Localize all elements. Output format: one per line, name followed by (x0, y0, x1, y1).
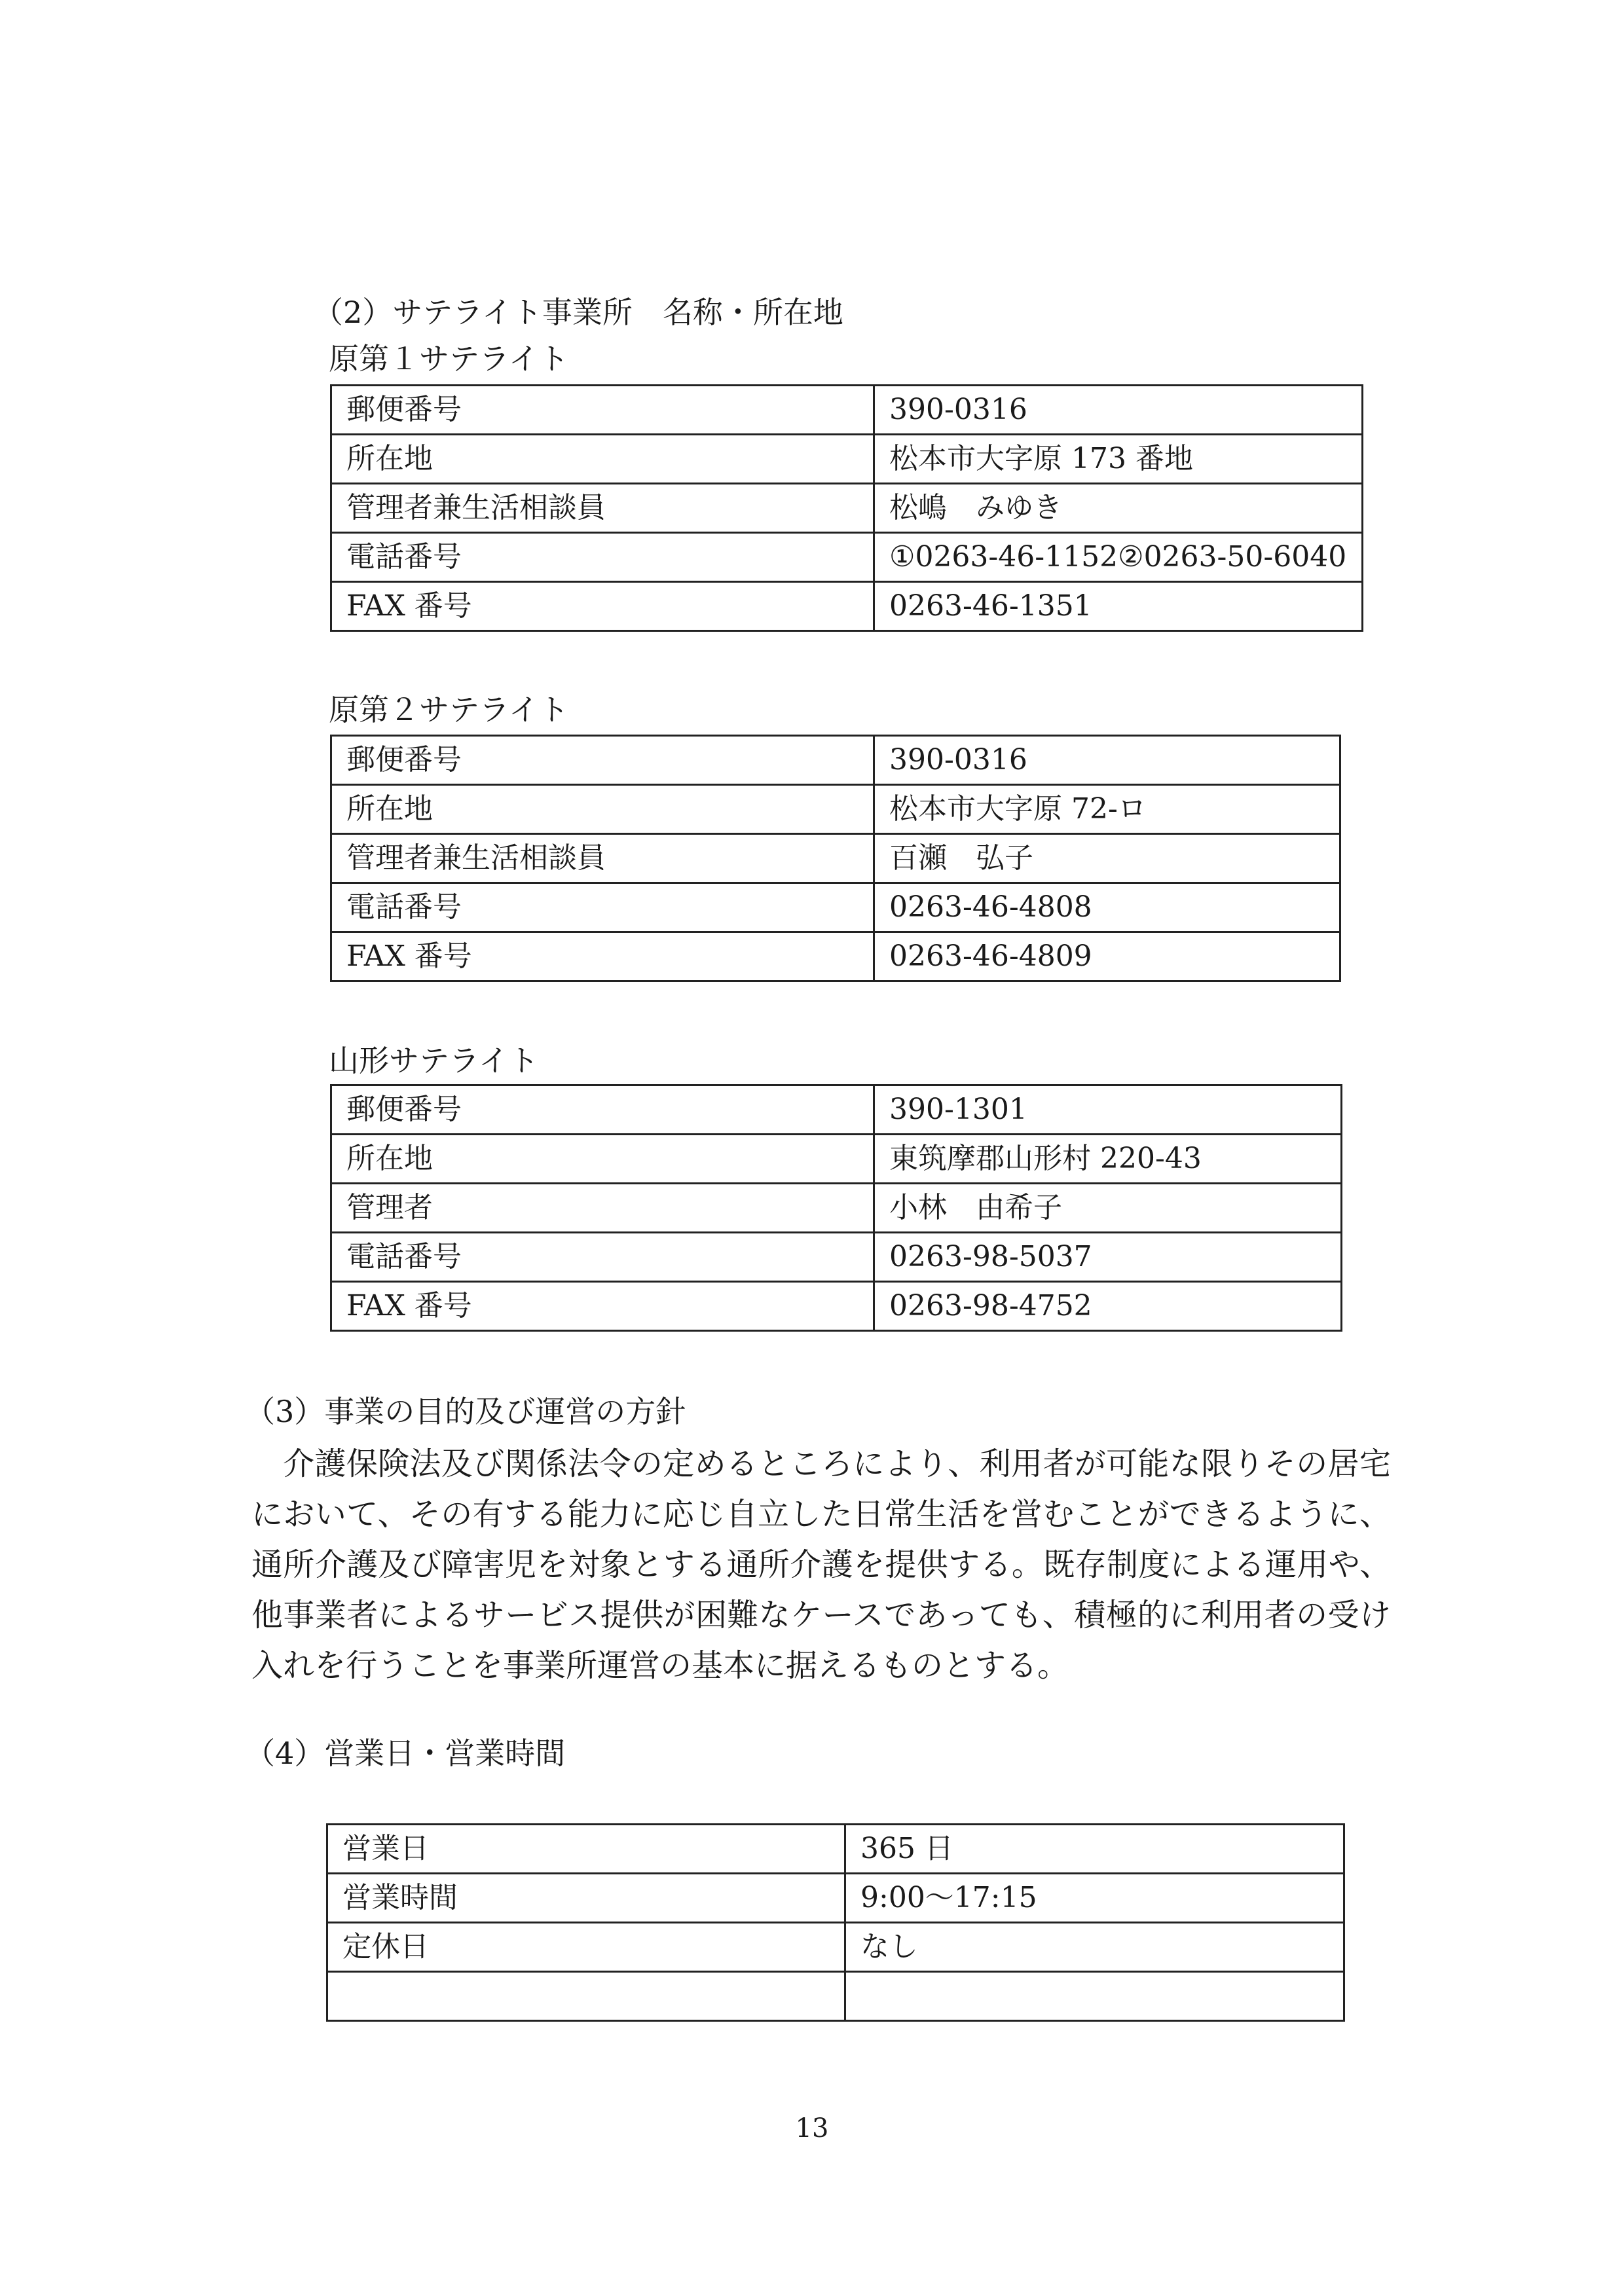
row-value: 松嶋 みゆき (874, 484, 1363, 533)
row-label: 管理者兼生活相談員 (331, 484, 874, 533)
row-value: 365 日 (845, 1825, 1344, 1874)
row-value: 松本市大字原 72-ロ (874, 785, 1340, 834)
section-2-heading: （2）サテライト事業所 名称・所在地 (313, 295, 843, 330)
row-value (845, 1972, 1344, 2021)
satellite-1-name: 原第１サテライト (329, 341, 569, 376)
table-row (331, 1233, 1342, 1282)
row-label: 定休日 (327, 1923, 845, 1972)
row-label: 電話番号 (331, 533, 874, 582)
row-label: 電話番号 (331, 1233, 874, 1282)
satellite-3-table (330, 1084, 1342, 1332)
table-row (327, 1923, 1344, 1972)
table-row (331, 435, 1363, 484)
page-number: 13 (795, 2113, 829, 2143)
row-label: FAX 番号 (331, 1282, 874, 1331)
table-row (331, 736, 1340, 785)
satellite-3-name: 山形サテライト (329, 1043, 539, 1078)
table-row (327, 1874, 1344, 1923)
row-label (327, 1972, 845, 2021)
row-label: 郵便番号 (331, 386, 874, 435)
row-value: 0263-46-4809 (874, 932, 1340, 981)
row-value: 0263-98-5037 (874, 1233, 1342, 1282)
row-label: FAX 番号 (331, 932, 874, 981)
business-hours-table (326, 1823, 1345, 2022)
table-row (331, 1184, 1342, 1233)
row-label: 所在地 (331, 435, 874, 484)
row-value: 松本市大字原 173 番地 (874, 435, 1363, 484)
row-label: 郵便番号 (331, 736, 874, 785)
row-value: 390-0316 (874, 386, 1363, 435)
row-value: 9:00～17:15 (845, 1874, 1344, 1923)
row-value: 0263-46-4808 (874, 883, 1340, 932)
row-value: 0263-46-1351 (874, 582, 1363, 631)
satellite-1-table (330, 384, 1363, 632)
table-row (331, 785, 1340, 834)
section-4-heading: （4）営業日・営業時間 (245, 1736, 566, 1771)
table-row (331, 1085, 1342, 1135)
table-row (331, 484, 1363, 533)
row-label: 営業時間 (327, 1874, 845, 1923)
row-value: ①0263-46-1152②0263-50-6040 (874, 533, 1363, 582)
row-label: 管理者 (331, 1184, 874, 1233)
section-3-body (251, 1439, 1391, 1691)
row-label: 電話番号 (331, 883, 874, 932)
table-row (331, 834, 1340, 883)
table-row (327, 1972, 1344, 2021)
row-value: 390-0316 (874, 736, 1340, 785)
table-row (331, 932, 1340, 981)
row-label: 所在地 (331, 785, 874, 834)
satellite-2-name: 原第２サテライト (329, 692, 569, 727)
table-row (331, 582, 1363, 631)
row-label: 郵便番号 (331, 1085, 874, 1135)
row-label: 所在地 (331, 1135, 874, 1184)
table-row (331, 533, 1363, 582)
purpose-paragraph: 介護保険法及び関係法令の定めるところにより、利用者が可能な限りその居宅において、その有する能力に応じ自立した日常生活を営むことができるように、通所介護及び障害児を対象とする通所介護を提供する。既存制度による運用や、他事業者によるサービス提供が困難なケースであっても、積極的に利用者の受け入れを行うことを事業所運営の基本に据えるものとする。 (251, 1446, 1391, 1684)
table-row (331, 386, 1363, 435)
row-value: 百瀬 弘子 (874, 834, 1340, 883)
row-label: 営業日 (327, 1825, 845, 1874)
row-value: 0263-98-4752 (874, 1282, 1342, 1331)
row-label: 管理者兼生活相談員 (331, 834, 874, 883)
row-value: なし (845, 1923, 1344, 1972)
row-value: 小林 由希子 (874, 1184, 1342, 1233)
table-row (331, 1282, 1342, 1331)
section-3-heading: （3）事業の目的及び運営の方針 (245, 1394, 686, 1429)
row-value: 東筑摩郡山形村 220-43 (874, 1135, 1342, 1184)
table-row (327, 1825, 1344, 1874)
row-value: 390-1301 (874, 1085, 1342, 1135)
satellite-2-table (330, 735, 1341, 982)
table-row (331, 1135, 1342, 1184)
row-label: FAX 番号 (331, 582, 874, 631)
table-row (331, 883, 1340, 932)
